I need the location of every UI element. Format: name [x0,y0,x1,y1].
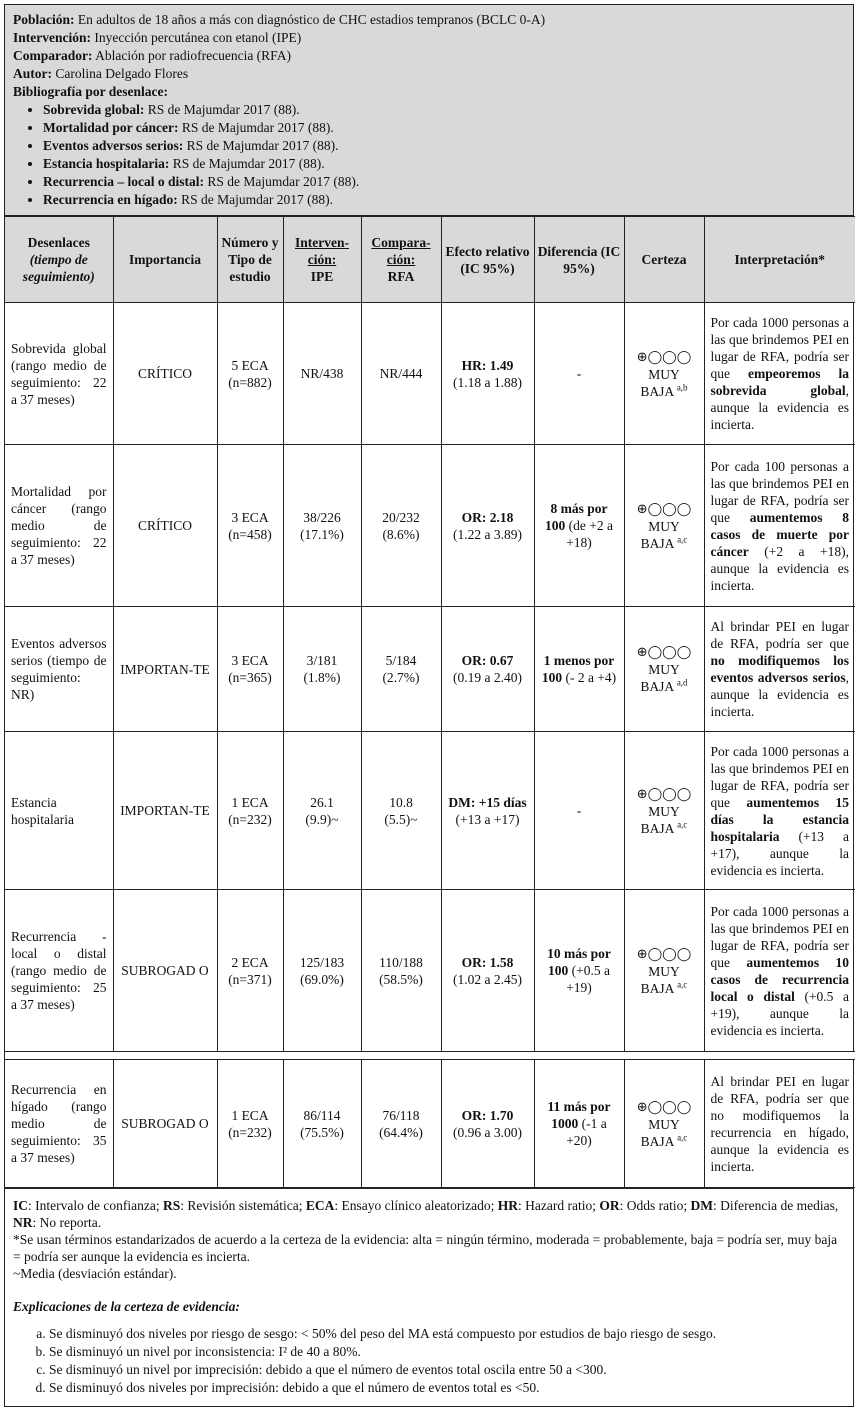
ipe-percent: (9.9)~ [305,811,339,827]
studies-type: 1 ECA [231,1107,269,1123]
difference-cell [534,445,624,607]
table-header-row [5,217,855,303]
col-numero: Número y Tipo de estudio [217,217,283,303]
difference-estimate: 11 más por 1000 [547,1099,611,1131]
bibliography-outcome: Sobrevida global: [43,102,145,117]
certainty-cell [624,607,704,732]
rfa-value: 20/232 [382,509,420,525]
author-label: Autor: [13,66,52,81]
effect-ci: (0.19 a 2.40) [453,670,522,685]
abbreviations [13,1197,845,1231]
effect-estimate: HR: 1.49 [461,357,514,373]
certainty-level: MUY BAJA [640,662,680,694]
importance-text: IMPORTAN-TE [120,661,210,677]
interpretation-text: , aunque la evidencia es incierta. [710,670,849,719]
certainty-level: MUY BAJA [640,963,680,996]
difference-ci: - [576,803,582,818]
certainty-cell [624,445,704,607]
importance-cell [113,1060,217,1188]
abbreviation-term: OR [599,1198,620,1213]
rfa-value: 5/184 [385,653,417,668]
bibliography-outcome: Eventos adversos serios: [43,138,184,153]
effect-estimate: DM: +15 días [448,794,527,810]
interpretation-emphasis: aumentemos 15 días la estancia hospitalaria [710,794,849,844]
comparator-label: Comparador: [13,48,93,63]
col-intervencion-label: Interven-ción: [295,235,349,267]
rfa-cell [361,607,441,732]
studies-cell [217,1060,283,1188]
bibliography-list [13,101,845,209]
interpretation-text: (+2 a +18), aunque la evidencia es incierta. [710,543,849,593]
col-importancia: Importancia [113,217,217,303]
summary-header [5,5,853,216]
certainty-footnote: a,c [677,534,688,544]
effect-cell [441,607,534,732]
bibliography-item [43,101,845,119]
certainty-symbols: ⊕◯◯◯ [636,1099,692,1115]
ipe-value: NR/438 [300,366,344,381]
interpretation-cell [704,1060,855,1188]
abbreviation-definition: : Odds ratio; [619,1198,691,1213]
author-text: Carolina Delgado Flores [55,66,189,81]
rfa-percent: (64.4%) [379,1124,423,1140]
interpretation-cell [704,303,855,445]
importance-text: SUBROGAD O [121,1116,209,1131]
author-row [13,65,845,83]
bibliography-source: RS de Majumdar 2017 (88). [207,174,360,189]
certainty-symbols: ⊕◯◯◯ [636,501,692,517]
studies-n: (n=232) [228,1124,272,1140]
outcome-text: Eventos adversos serios (tiempo de seguimiento: NR) [11,636,107,702]
studies-type: 3 ECA [231,653,269,668]
difference-cell [534,890,624,1052]
interpretation-text: Por cada 1000 personas a las que brindemos PEI en lugar de RFA, podría ser que [710,315,849,381]
col-desenlaces [5,217,113,303]
certainty-level: MUY BAJA [640,803,680,836]
bibliography-row [13,83,845,101]
col-diferencia: Diferencia (IC 95%) [534,217,624,303]
rfa-percent: (2.7%) [382,670,420,685]
ipe-cell [283,732,361,890]
outcome-text: Estancia hospitalaria [11,794,74,827]
abbreviation-term: NR [13,1215,33,1230]
table-body [5,303,855,1188]
interpretation-text: Al brindar PEI en lugar de RFA, podría ser que [710,619,849,651]
studies-type: 3 ECA [231,509,269,525]
effect-cell [441,1060,534,1188]
difference-estimate: 10 más por 100 [547,946,611,978]
outcome-cell [5,890,113,1052]
abbreviation-definition: : No reporta. [32,1215,102,1230]
difference-ci: - [576,366,582,381]
certainty-level: MUY BAJA [640,366,680,399]
studies-cell [217,303,283,445]
interpretation-cell [704,607,855,732]
bibliography-item [43,119,845,137]
abbreviation-definition: : Diferencia de medias, [713,1198,839,1213]
difference-cell [534,1060,624,1188]
difference-ci: (-1 a +20) [566,1116,607,1148]
comparator-row [13,47,845,65]
abbreviation-definition: : Hazard ratio; [518,1198,600,1213]
table-row [5,1060,855,1188]
ipe-percent: (69.0%) [300,971,344,987]
explanation-item: b. Se disminuyó un nivel por inconsistencia: I² de 40 a 80%. [49,1343,845,1361]
studies-n: (n=458) [228,526,272,542]
interpretation-text: Por cada 1000 personas a las que brindemos PEI en lugar de RFA, podría ser que [710,903,849,970]
certainty-cell [624,1060,704,1188]
table-row [5,607,855,732]
row-spacer-cell [5,1052,855,1060]
effect-cell [441,732,534,890]
importance-text: CRÍTICO [138,366,192,381]
outcome-cell [5,732,113,890]
rfa-value: 10.8 [389,794,413,810]
bibliography-source: RS de Majumdar 2017 (88). [186,138,339,153]
rfa-percent: (5.5)~ [384,811,418,827]
abbreviation-definition: : Revisión sistemática; [180,1198,306,1213]
ipe-cell [283,890,361,1052]
bibliography-source: RS de Majumdar 2017 (88). [172,156,325,171]
interpretation-emphasis: aumentemos 10 casos de recurrencia local o distal [710,954,849,1004]
interpretation-emphasis: aumentemos 8 casos de muerte por cáncer [710,509,849,559]
certainty-symbols: ⊕◯◯◯ [636,645,692,660]
ipe-percent: (75.5%) [300,1124,344,1140]
importance-cell [113,732,217,890]
interpretation-text: , aunque la evidencia es incierta. [710,383,849,432]
difference-ci: (de +2 a +18) [565,518,613,550]
abbreviation-definition: : Intervalo de confianza; [28,1198,163,1213]
ipe-value: 26.1 [310,794,334,810]
certainty-symbols: ⊕◯◯◯ [636,786,692,802]
certainty-cell [624,303,704,445]
outcome-cell [5,1060,113,1188]
difference-cell [534,607,624,732]
table-row [5,732,855,890]
studies-n: (n=882) [228,374,272,390]
table-row [5,445,855,607]
col-intervencion-name: IPE [310,269,334,284]
rfa-value: 110/188 [379,954,423,970]
intervention-text: Inyección percutánea con etanol (IPE) [94,30,302,45]
importance-cell [113,303,217,445]
effect-ci: (1.18 a 1.88) [453,374,522,390]
rfa-cell [361,445,441,607]
interpretation-emphasis: no modifiquemos los eventos adversos serios [710,653,849,685]
ipe-value: 86/114 [303,1107,341,1123]
bibliography-item [43,137,845,155]
abbreviation-term: HR [497,1198,519,1213]
studies-n: (n=232) [228,811,272,827]
ipe-value: 3/181 [306,653,338,668]
rfa-value: 76/118 [382,1107,420,1123]
interpretation-text: (+0.5 a +19), aunque la evidencia es incierta. [710,988,849,1038]
explanations-title: Explicaciones de la certeza de evidencia: [13,1299,240,1314]
interpretation-cell [704,445,855,607]
abbreviation-term: ECA [305,1198,335,1213]
population-label: Población: [13,12,75,27]
importance-text: IMPORTAN-TE [120,803,210,818]
interpretation-text: Por cada 1000 personas a las que brindemos PEI en lugar de RFA, podría ser que [710,743,849,810]
ipe-percent: (1.8%) [303,670,341,685]
difference-estimate: 1 menos por 100 [541,653,615,685]
col-desenlaces-label: Desenlaces [27,235,90,250]
importance-text: SUBROGAD O [121,963,209,978]
col-intervencion [283,217,361,303]
importance-cell [113,445,217,607]
bibliography-source: RS de Majumdar 2017 (88). [181,192,333,207]
effect-cell [441,303,534,445]
evidence-table [5,216,855,1188]
footnote-terms: *Se usan términos estandarizados de acuerdo a la certeza de la evidencia: alta = ningún término, moderada = probablemente, baja = podría ser, muy baja = podría ser aunque la evidencia es incierta. [13,1232,838,1264]
explanation-item: a. Se disminuyó dos niveles por riesgo de sesgo: < 50% del peso del MA está compuesto por estudios de bajo riesgo de sesgo. [49,1325,845,1343]
population-row [13,11,845,29]
bibliography-outcome: Mortalidad por cáncer: [43,120,179,135]
outcome-cell [5,607,113,732]
effect-estimate: OR: 1.70 [461,1107,514,1123]
interpretation-cell [704,732,855,890]
table-row [5,303,855,445]
abbreviation-definition: : Ensayo clínico aleatorizado; [334,1198,498,1213]
row-spacer [5,1052,855,1060]
effect-estimate: OR: 2.18 [461,509,514,525]
certainty-footnote: a,c [677,979,688,989]
rfa-percent: (58.5%) [379,971,423,987]
rfa-cell [361,1060,441,1188]
bibliography-label: Bibliografía por desenlace: [13,84,168,99]
effect-ci: (1.02 a 2.45) [453,971,522,987]
bibliography-source: RS de Majumdar 2017 (88). [181,120,334,135]
ipe-value: 38/226 [303,509,341,525]
certainty-footnote: a,b [676,382,688,392]
effect-cell [441,445,534,607]
rfa-cell [361,303,441,445]
rfa-cell [361,732,441,890]
studies-type: 5 ECA [231,357,269,373]
studies-n: (n=365) [228,670,272,685]
studies-type: 1 ECA [231,794,269,810]
effect-ci: (0.96 a 3.00) [453,1124,522,1140]
outcome-text: Recurrencia en hígado (rango medio de seguimiento: 35 a 37 meses) [11,1082,107,1165]
importance-cell [113,607,217,732]
studies-cell [217,890,283,1052]
outcome-cell [5,445,113,607]
certainty-level: MUY BAJA [640,1116,680,1149]
outcome-text: Sobrevida global (rango medio de seguimiento: 22 a 37 meses) [11,340,107,407]
effect-cell [441,890,534,1052]
studies-n: (n=371) [228,971,272,987]
col-comparacion-label: Compara-ción: [371,235,431,267]
certainty-symbols: ⊕◯◯◯ [636,946,692,962]
certainty-level: MUY BAJA [640,518,680,551]
outcome-cell [5,303,113,445]
certainty-footnote: a,c [677,1132,688,1142]
col-interpretacion: Interpretación* [704,217,855,303]
table-row [5,890,855,1052]
outcome-text: Recurrencia - local o distal (rango medio de seguimiento: 25 a 37 meses) [11,929,107,1012]
difference-cell [534,732,624,890]
bibliography-item [43,173,845,191]
effect-ci: (1.22 a 3.89) [453,526,522,542]
col-certeza: Certeza [624,217,704,303]
studies-cell [217,445,283,607]
effect-estimate: OR: 1.58 [461,954,514,970]
bibliography-outcome: Recurrencia en hígado: [43,192,178,207]
studies-type: 2 ECA [231,954,269,970]
population-text: En adultos de 18 años a más con diagnóstico de CHC estadios tempranos (BCLC 0-A) [77,12,546,27]
abbreviation-term: DM [690,1198,713,1213]
evidence-table-document [4,4,854,1407]
col-comparacion-name: RFA [387,269,415,284]
bibliography-source: RS de Majumdar 2017 (88). [147,102,300,117]
bibliography-item [43,191,845,209]
rfa-value: NR/444 [379,366,423,381]
interpretation-text: (+13 a +17), aunque la evidencia es incierta. [710,828,849,878]
ipe-cell [283,607,361,732]
abbreviation-term: IC [13,1198,29,1213]
col-desenlaces-sub: (tiempo de seguimiento) [22,252,95,284]
interpretation-text: Al brindar PEI en lugar de RFA, podría ser que no modifiquemos la recurrencia en hígado, aunque la evidencia es incierta. [710,1073,849,1174]
table-footer [5,1188,853,1401]
explanation-item: c. Se disminuyó un nivel por imprecisión: debido a que el número de eventos total oscila entre 50 a <300. [49,1361,845,1379]
footnote-mean: ~Media (desviación estándar). [13,1266,177,1281]
difference-ci: (- 2 a +4) [562,670,617,685]
interpretation-text: Por cada 100 personas a las que brindemos PEI en lugar de RFA, podría ser que [710,458,849,525]
certainty-symbols: ⊕◯◯◯ [636,349,692,365]
effect-estimate: OR: 0.67 [461,653,514,668]
certainty-footnote: a,c [677,819,688,829]
certainty-cell [624,732,704,890]
bibliography-outcome: Recurrencia – local o distal: [43,174,204,189]
importance-cell [113,890,217,1052]
ipe-cell [283,445,361,607]
outcome-text: Mortalidad por cáncer (rango medio de seguimiento: 22 a 37 meses) [11,484,107,567]
ipe-cell [283,1060,361,1188]
intervention-label: Intervención: [13,30,91,45]
rfa-percent: (8.6%) [382,526,420,542]
certainty-footnote: a,d [676,677,688,688]
interpretation-emphasis: empeoremos la sobrevida global [710,366,849,398]
explanations-list [13,1325,845,1397]
col-efecto: Efecto relativo (IC 95%) [441,217,534,303]
col-comparacion [361,217,441,303]
bibliography-item [43,155,845,173]
intervention-row [13,29,845,47]
interpretation-cell [704,890,855,1052]
ipe-percent: (17.1%) [300,526,344,542]
ipe-cell [283,303,361,445]
bibliography-outcome: Estancia hospitalaria: [43,156,170,171]
importance-text: CRÍTICO [138,518,192,533]
studies-cell [217,607,283,732]
explanation-item: d. Se disminuyó dos niveles por imprecisión: debido a que el número de eventos total es <50. [49,1379,845,1397]
difference-estimate: 8 más por 100 [545,501,608,533]
comparator-text: Ablación por radiofrecuencia (RFA) [95,48,291,63]
ipe-value: 125/183 [299,954,345,970]
difference-ci: (+0.5 a +19) [566,963,610,995]
certainty-cell [624,890,704,1052]
studies-cell [217,732,283,890]
rfa-cell [361,890,441,1052]
effect-ci: (+13 a +17) [455,811,520,827]
abbreviation-term: RS [162,1198,181,1213]
difference-cell [534,303,624,445]
